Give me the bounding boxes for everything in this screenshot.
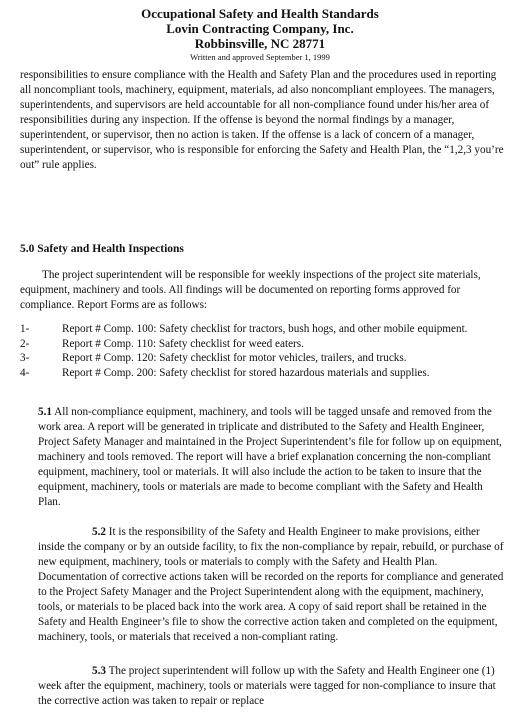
list-item	[20, 351, 508, 366]
subsection-text: It is the responsibility of the Safety and Health Engineer to make provisions, either inside the company or by an outside facility, to fix the non-compliance by repair, rebuild, or purchase of new equipment, machinery, tools or materials to comply with the Safety and Health Plan. Documentation of corrective actions taken will be recorded on the reports for compliance and generated to the Project Safety Manager and the Project Superintendent along with the equipment, machinery, tools, or materials to be placed back into the work area. A copy of said report shall be retained in the Safety and Health Engineer’s file to show the corrective action taken and completed on the equipment, machinery, tools, or materials that received a non-compliant rating.	[38, 526, 504, 643]
document-title: Occupational Safety and Health Standards	[141, 6, 379, 21]
section-heading: 5.0 Safety and Health Inspections	[20, 243, 184, 255]
intro-paragraph: responsibilities to ensure compliance with the Health and Safety Plan and the procedures used in reporting all noncompliant tools, machinery, equipment, materials, ad also noncompliant employees. The managers, superintendents, and supervisors are held accountable for all non-compliance found under his/her area of responsibilities during any inspection. If the offense is beyond the normal findings by a manager, superintendent, or supervisor, then no action is taken. If the offense is a lack of concern of a manager, superintendent, or supervisor, who is responsible for enforcing the Safety and Health Plan, the “1,2,3 you’re out” rule applies.	[20, 69, 504, 171]
subsection-number: 5.1	[38, 406, 52, 418]
list-item-text: Report # Comp. 200: Safety checklist for stored hazardous materials and supplies.	[62, 366, 430, 379]
subsection-number: 5.2	[92, 526, 106, 538]
subsection-5-1	[38, 405, 508, 510]
list-item-number: 2-	[20, 337, 30, 350]
subsection-text: The project superintendent will follow up with the Safety and Health Engineer one (1) week after the equipment, machinery, tools or materials were tagged for non-compliance to insure that the corrective action was taken to repair or replace	[38, 665, 496, 707]
list-item	[20, 322, 508, 337]
subsection-5-2	[38, 525, 508, 645]
company-name: Lovin Contracting Company, Inc.	[166, 21, 354, 36]
list-item-text: Report # Comp. 100: Safety checklist for tractors, bush hogs, and other mobile equipment.	[62, 323, 468, 335]
list-item-text: Report # Comp. 110: Safety checklist for weed eaters.	[62, 337, 304, 350]
list-item	[20, 366, 508, 381]
section-paragraph: The project superintendent will be responsible for weekly inspections of the project site materials, equipment, machinery and tools. All findings will be documented on reporting forms approved for compliance. Report Forms are as follows:	[20, 269, 481, 311]
list-item-text: Report # Comp. 120: Safety checklist for motor vehicles, trailers, and trucks.	[62, 352, 407, 364]
subsection-5-3	[38, 664, 508, 709]
list-item	[20, 337, 508, 352]
list-item-number: 3-	[20, 352, 30, 364]
report-forms-list	[20, 322, 508, 380]
company-location: Robbinsville, NC 28771	[194, 36, 326, 51]
list-item-number: 1-	[20, 323, 30, 335]
subsection-text: All non-compliance equipment, machinery, and tools will be tagged unsafe and removed from the work area. A report will be generated in triplicate and distributed to the Safety and Health Engineer, Project Safety Manager and maintained in the Project Superintendent’s file for follow up on equipment, machinery and tools removed. The report will have a brief explanation concerning the non-compliant equipment, machinery, tool or materials. It will also include the action to be taken to insure that the equipment, machinery, tools or materials are made to become compliant with the Safety and Health Plan.	[38, 406, 502, 508]
approval-note: Written and approved September 1, 1999	[190, 52, 330, 62]
subsection-number: 5.3	[92, 665, 106, 677]
list-item-number: 4-	[20, 366, 30, 379]
